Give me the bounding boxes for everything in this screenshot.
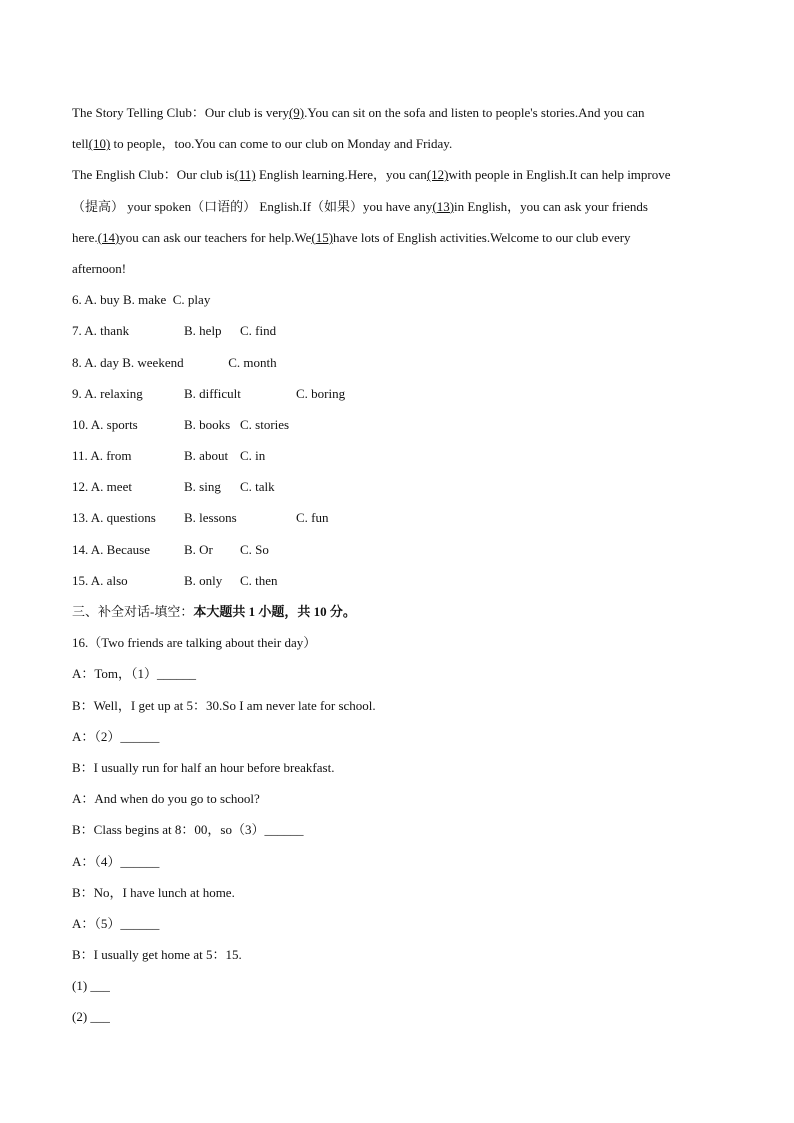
question-number: 9.: [72, 385, 82, 401]
option-b: B. books: [184, 416, 231, 432]
question-number: 10.: [72, 416, 89, 432]
text: The Story Telling Club：Our club is very: [72, 105, 289, 120]
dialogue-line: B：Class begins at 8：00，so（3）______: [72, 822, 304, 838]
question-options-6: [72, 288, 728, 319]
option-a: A. also: [90, 572, 128, 588]
text: here.: [72, 229, 98, 245]
option-b: B. difficult: [184, 385, 241, 401]
story-club-line-2: [72, 132, 728, 163]
question-number: 13.: [72, 510, 89, 526]
dialogue-line: B：I usually run for half an hour before breakfast.: [72, 759, 335, 775]
question-number: 6.: [72, 292, 82, 308]
option-b: B. weekend: [122, 354, 184, 370]
text: .You can sit on the sofa and listen to people's stories.And you can: [304, 105, 645, 120]
dialogue-line: A：And when do you go to school?: [72, 791, 260, 807]
option-a: A. relaxing: [84, 385, 143, 401]
option-c: C. find: [240, 323, 277, 339]
dialogue-line: A：Tom，（1）______: [72, 666, 197, 682]
blank-9: (9): [288, 105, 305, 120]
question-options-9: [72, 382, 728, 413]
english-club-line-2: [72, 195, 728, 226]
option-c: C. then: [240, 572, 278, 588]
option-b: B. help: [184, 323, 222, 339]
text: （提高） your spoken（口语的） English.If（如果）you have any: [72, 198, 433, 214]
text: English learning.Here，you can: [255, 167, 427, 183]
blank-13: (13): [432, 198, 455, 214]
option-c: C. in: [240, 448, 266, 464]
option-b: B. make: [122, 292, 167, 308]
text: The English Club：Our club is: [72, 167, 235, 183]
question-options-13: [72, 506, 728, 537]
option-a: A. meet: [90, 479, 132, 495]
blank-14: (14): [97, 229, 120, 245]
option-c: C. month: [228, 354, 277, 370]
option-b: B. only: [184, 572, 223, 588]
option-a: A. from: [90, 448, 132, 464]
english-club-line-3: [72, 226, 728, 257]
blank-10: (10): [88, 136, 111, 152]
option-b: B. sing: [184, 479, 221, 495]
dialogue-line: B：Well，I get up at 5：30.So I am never late for school.: [72, 697, 376, 713]
option-b: B. lessons: [184, 510, 237, 526]
option-a: A. day: [84, 354, 119, 370]
question-number: 14.: [72, 541, 89, 557]
question-number: 15.: [72, 572, 89, 588]
option-a: A. sports: [90, 416, 138, 432]
question-options-11: [72, 444, 728, 475]
option-c: C. stories: [240, 416, 290, 432]
option-c: C. talk: [240, 479, 275, 495]
option-c: C. play: [172, 292, 211, 308]
blank-15: (15): [311, 229, 334, 245]
question-options-10: [72, 413, 728, 444]
question-options-7: [72, 319, 728, 350]
question-options-12: [72, 475, 728, 506]
option-a: A. buy: [84, 292, 120, 308]
text: to people，too.You can come to our club on Monday and Friday.: [110, 136, 453, 152]
document-content: [72, 101, 728, 1037]
text: in English，you can ask your friends: [454, 198, 648, 214]
option-b: B. about: [184, 448, 229, 464]
dialogue-line: A：（2）______: [72, 728, 160, 744]
dialogue-line: A：（4）______: [72, 853, 160, 869]
blank-11: (11): [234, 167, 256, 183]
dialogue-line: A：（5）______: [72, 915, 160, 931]
option-b: B. Or: [184, 541, 213, 557]
text: you can ask our teachers for help.We: [119, 229, 312, 245]
text: with people in English.It can help improve: [448, 167, 671, 183]
option-c: C. boring: [296, 385, 346, 401]
question-16-prompt: 16.（Two friends are talking about their day）: [72, 635, 317, 651]
section-title: 本大题共 1 小题，共 10 分。: [193, 604, 356, 619]
dialogue-line: B：No，I have lunch at home.: [72, 884, 235, 900]
option-c: C. So: [240, 541, 269, 557]
text: have lots of English activities.Welcome to our club every: [333, 229, 631, 245]
option-c: C. fun: [296, 510, 329, 526]
question-options-14: [72, 538, 728, 569]
english-club-line-1: [72, 163, 728, 194]
question-number: 7.: [72, 323, 82, 339]
text: afternoon!: [72, 260, 127, 276]
english-club-line-4: [72, 257, 728, 288]
section-prefix: 三、补全对话-填空：: [72, 604, 194, 619]
question-number: 11.: [72, 448, 88, 464]
question-options-8: [72, 351, 728, 382]
question-number: 12.: [72, 479, 89, 495]
dialogue-line: B：I usually get home at 5：15.: [72, 947, 242, 963]
option-a: A. questions: [90, 510, 156, 526]
story-club-line-1: [72, 101, 728, 132]
section-heading: [72, 600, 728, 631]
answer-blank-2: (2) ___: [72, 1009, 110, 1025]
question-options-15: [72, 569, 728, 600]
option-a: A. thank: [84, 323, 130, 339]
option-a: A. Because: [90, 541, 150, 557]
question-number: 8.: [72, 354, 82, 370]
text: tell: [72, 136, 89, 152]
blank-12: (12): [426, 167, 449, 183]
answer-blank-1: (1) ___: [72, 978, 110, 994]
